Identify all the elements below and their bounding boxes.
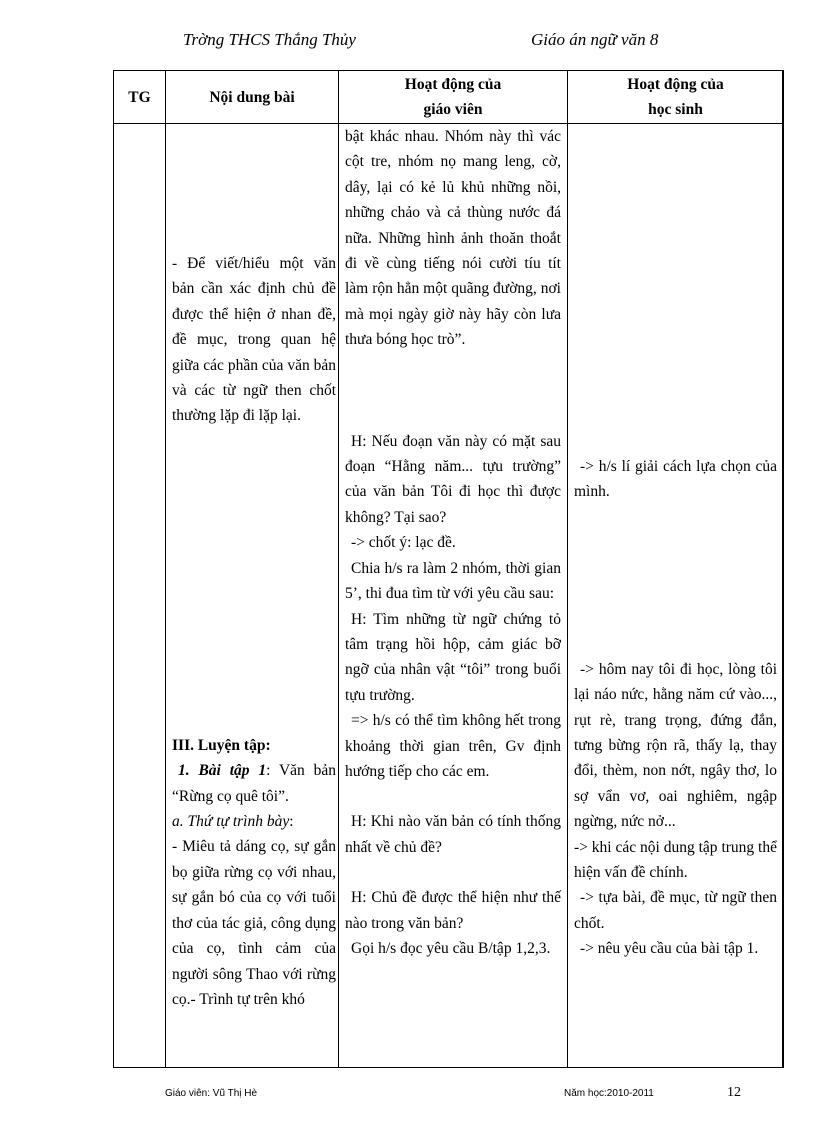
teacher-text-9: Gọi h/s đọc yêu cầu B/tập 1,2,3. [351,939,551,957]
teacher-text-7: H: Khi nào văn bản có tính thống nhất về chủ đề? [345,813,561,856]
student-text-3: -> khi các nội dung tập trung thể hiện vấn đề chính. [574,838,777,882]
header-cell-content: Nội dung bài [209,88,295,106]
teacher-text-5: H: Tìm những từ ngữ chứng tỏ tâm trạng hồi hộp, cảm giác bỡ ngỡ của nhân vật “tôi” trong buổi tựu trường. [345,610,561,704]
header-school: Trờng THCS Thắng Thủy [183,30,356,49]
header-cell-teacher [339,71,567,123]
header-subject: Giáo án ngữ văn 8 [531,30,659,49]
header-cell-student [568,71,783,123]
order-label: a. Thứ tự trình bày [172,813,290,831]
order-text: - Miêu tả dáng cọ, sự gắn bọ giữa rừng cọ với nhau, sự gắn bó của cọ với tuổi thơ của tác giả, công dụng của cọ, tình cảm của người sông Thao với rừng cọ.- Trình tự trên khó [172,838,336,1008]
footer-year: Năm học:2010-2011 [564,1088,654,1099]
student-text-5: -> nêu yêu cầu của bài tập 1. [580,940,759,958]
exercise-1-text: : Văn bản “Rừng cọ quê tôi”. [172,762,336,805]
teacher-column [345,124,561,961]
teacher-text-6: => h/s có thể tìm không hết trong khoảng thời gian trên, Gv định hướng tiếp cho các em. [345,712,561,780]
order-heading [172,809,336,834]
teacher-text-1: bật khác nhau. Nhóm này thì vác cột tre, nhóm nọ mang leng, cờ, dây, lại có kẻ lủ khủ những nồi, những chảo và cả thùng nước đá nữa. Những hình ảnh thoăn thoắt đi về cùng tiếng nói cười tíu tít làm rộn hẳn một quãng đường, nơi mà mọi ngày giờ này hãy còn lưa thưa bóng học trò”. [345,128,561,349]
teacher-text-4: Chia h/s ra làm 2 nhóm, thời gian 5’, thi đua tìm từ với yêu cầu sau: [345,559,561,603]
teacher-text-3: -> chốt ý: lạc đề. [351,534,456,552]
student-column [574,124,777,962]
footer-teacher: Giáo viên: Vũ Thị Hè [165,1088,258,1099]
student-text-4: -> tựa bài, đề mục, từ ngữ then chốt. [574,889,777,932]
exercise-1-label: 1. Bài tập 1 [178,762,267,780]
content-note: - Để viết/hiểu một văn bản cần xác định chủ đề được thể hiện ở nhan đề, đề mục, trong quan hệ giữa các phần của văn bản và các từ ngữ then chốt thường lặp đi lặp lại. [172,255,336,425]
student-text-2: -> hôm nay tôi đi học, lòng tôi lại náo nức, hằng năm cứ vào..., rụt rè, trang trọng, đứng đắn, tưng bừng rộn rã, thấy lạ, thay đổi, thèm, non nớt, ngây thơ, lo sợ vẩn vơ, oai nghiêm, ngập ngừng, nức nở... [574,660,777,831]
order-colon: : [289,813,294,831]
column-divider [338,71,339,1067]
student-text-1: -> h/s lí giải cách lựa chọn của mình. [574,458,777,501]
column-divider [567,71,568,1067]
header-teacher-line1: Hoạt động của [404,76,502,93]
page-number: 12 [727,1085,741,1100]
teacher-text-8: H: Chủ đề được thể hiện như thế nào trong văn bản? [345,889,561,932]
section-title: III. Luyện tập: [172,736,271,754]
content-column [172,124,336,1012]
header-cell-tg: TG [128,88,151,106]
header-student-line2: học sinh [648,101,703,118]
exercise-1 [172,758,336,809]
teacher-text-2: H: Nếu đoạn văn này có mặt sau đoạn “Hằng năm... tựu trường” của văn bản Tôi đi học thì được không? Tại sao? [345,432,561,526]
header-student-line1: Hoạt động của [627,76,724,93]
lesson-table [113,70,784,1068]
header-teacher-line2: giáo viên [423,101,483,118]
column-divider [165,71,166,1067]
